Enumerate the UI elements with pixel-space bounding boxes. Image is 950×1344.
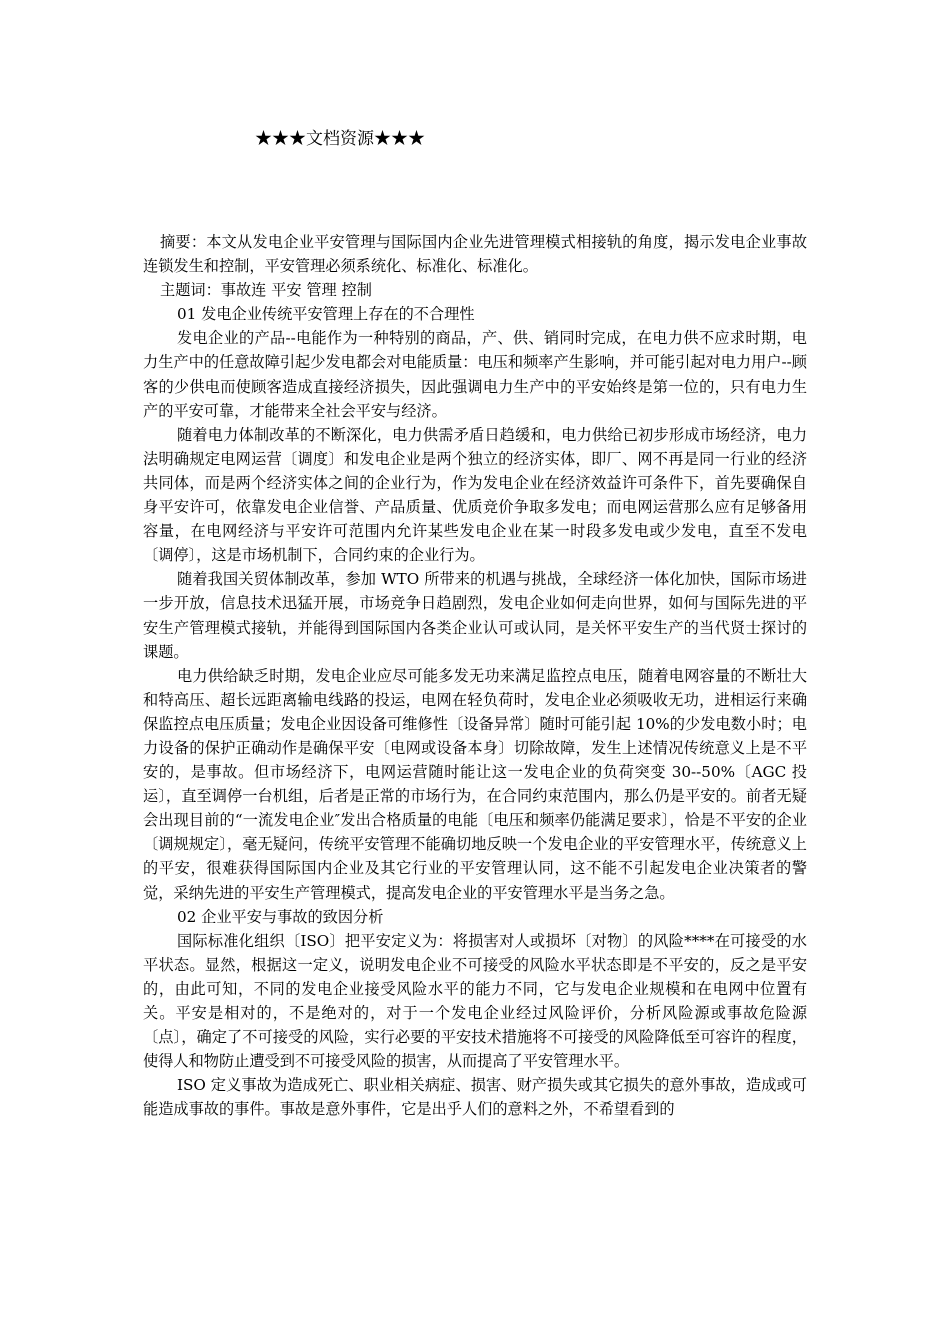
document-body <box>143 230 807 1121</box>
body-paragraph-5: 国际标准化组织〔ISO〕把平安定义为：将损害对人或损坏〔对物〕的风险****在可接受的水平状态。显然，根据这一定义，说明发电企业不可接受的风险水平状态即是不平安的，反之是平安的，由此可知，不同的发电企业接受风险水平的能力不同，它与发电企业规模和在电网中位置有关。平安是相对的，不是绝对的，对于一个发电企业经过风险评价，分析风险源或事故危险源〔点〕，确定了不可接受的风险，实行必要的平安技术措施将不可接受的风险降低至可容许的程度，使得人和物防止遭受到不可接受风险的损害，从而提高了平安管理水平。 <box>143 931 807 1071</box>
body-paragraph-4: 电力供给缺乏时期，发电企业应尽可能多发无功来满足监控点电压，随着电网容量的不断壮大和特高压、超长远距离输电线路的投运，电网在轻负荷时，发电企业必须吸收无功，进相运行来确保监控点电压质量；发电企业因设备可维修性〔设备异常〕随时可能引起 10%的少发电数小时；电力设备的保护正确动作是确保平安〔电网或设备本身〕切除故障，发生上述情况传统意义上是不平安的，是事故。但市场经济下，电网运营随时能让这一发电企业的负荷突变 30--50%〔AGC 投运〕，直至调停一台机组，后者是正常的市场行为，在合同约束范围内，那么仍是平安的。前者无疑会出现目前的“一流发电企业″发出合格质量的电能〔电压和频率仍能满足要求〕，恰是不平安的企业〔调规规定〕，毫无疑问，传统平安管理不能确切地反映一个发电企业的平安管理水平，传统意义上的平安，很难获得国际国内企业及其它行业的平安管理认同，这不能不引起发电企业决策者的警觉，采纳先进的平安生产管理模式，提高发电企业的平安管理水平是当务之急。 <box>143 666 807 902</box>
abstract-paragraph: 摘要：本文从发电企业平安管理与国际国内企业先进管理模式相接轨的角度，揭示发电企业事故连锁发生和控制，平安管理必须系统化、标准化、标准化。 <box>143 233 807 276</box>
body-paragraph-1: 发电企业的产品--电能作为一种特别的商品，产、供、销同时完成，在电力供不应求时期，电力生产中的任意故障引起少发电都会对电能质量：电压和频率产生影响，并可能引起对电力用户--顾客的少供电而使顾客造成直接经济损失，因此强调电力生产中的平安始终是第一位的，只有电力生产的平安可靠，才能带来全社会平安与经济。 <box>143 329 807 420</box>
keywords-line: 主题词：事故连 平安 管理 控制 <box>160 281 372 300</box>
body-paragraph-6: ISO 定义事故为造成死亡、职业相关病症、损害、财产损失或其它损失的意外事故，造成或可能造成事故的事件。事故是意外事件，它是出乎人们的意料之外，不希望看到的 <box>143 1076 807 1119</box>
section-heading-2: 02 企业平安与事故的致因分析 <box>177 907 384 926</box>
document-banner: ★★★文档资源★★★ <box>255 129 425 149</box>
section-heading-1: 01 发电企业传统平安管理上存在的不合理性 <box>177 305 475 324</box>
body-paragraph-2: 随着电力体制改革的不断深化，电力供需矛盾日趋缓和，电力供给已初步形成市场经济，电力法明确规定电网运营〔调度〕和发电企业是两个独立的经济实体，即厂、网不再是同一行业的经济共同体，而是两个经济实体之间的企业行为，作为发电企业在经济效益许可条件下，首先要确保自身平安许可，依靠发电企业信誉、产品质量、优质竞价争取多发电；而电网运营那么应有足够备用容量，在电网经济与平安许可范围内允许某些发电企业在某一时段多发电或少发电，直至不发电〔调停〕，这是市场机制下，合同约束的企业行为。 <box>143 425 807 565</box>
body-paragraph-3: 随着我国关贸体制改革，参加 WTO 所带来的机遇与挑战，全球经济一体化加快，国际市场进一步开放，信息技术迅猛开展，市场竞争日趋剧烈，发电企业如何走向世界，如何与国际先进的平安生产管理模式接轨，并能得到国际国内各类企业认可或认同，是关怀平安生产的当代贤士探讨的课题。 <box>143 570 807 661</box>
